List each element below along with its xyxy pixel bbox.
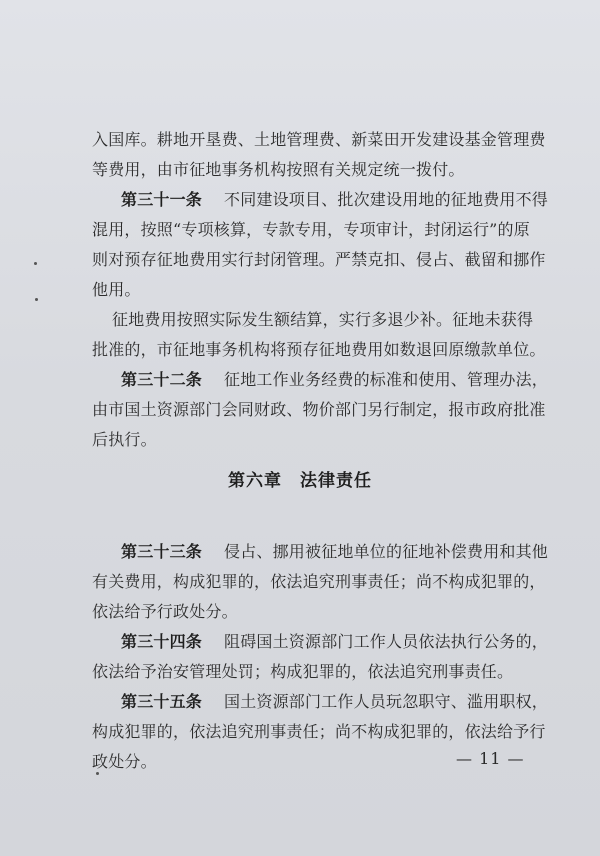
text-line: 有关费用，构成犯罪的，依法追究刑事责任；尚不构成犯罪的， bbox=[92, 572, 546, 591]
article-heading: 第三十三条 bbox=[121, 542, 203, 561]
text-line: 国土资源部门工作人员玩忽职守、滥用职权， bbox=[224, 692, 549, 711]
scan-speck bbox=[96, 772, 99, 775]
text-line: 入国库。耕地开垦费、土地管理费、新菜田开发建设基金管理费 bbox=[92, 130, 546, 149]
text-line: 不同建设项目、批次建设用地的征地费用不得 bbox=[224, 190, 549, 209]
text-line: 混用，按照“专项核算，专款专用，专项审计，封闭运行”的原 bbox=[92, 220, 530, 239]
article-heading: 第三十二条 bbox=[121, 370, 203, 389]
scan-speck bbox=[35, 298, 38, 301]
text-line: 侵占、挪用被征地单位的征地补偿费用和其他 bbox=[224, 542, 549, 561]
text-line: 后执行。 bbox=[92, 430, 157, 449]
text-line: 则对预存征地费用实行封闭管理。严禁克扣、侵占、截留和挪作 bbox=[92, 250, 546, 269]
text-line: 征地工作业务经费的标准和使用、管理办法， bbox=[224, 370, 549, 389]
text-line: 依法给予行政处分。 bbox=[92, 602, 238, 621]
chapter-heading: 第六章 法律责任 bbox=[228, 471, 372, 491]
article-heading: 第三十一条 bbox=[121, 190, 203, 209]
text-line: 构成犯罪的，依法追究刑事责任；尚不构成犯罪的，依法给予行 bbox=[92, 722, 546, 741]
text-line: 他用。 bbox=[92, 280, 141, 299]
text-line: 依法给予治安管理处罚；构成犯罪的，依法追究刑事责任。 bbox=[92, 662, 514, 681]
text-line: 阻碍国土资源部门工作人员依法执行公务的， bbox=[224, 632, 549, 651]
text-line: 等费用，由市征地事务机构按照有关规定统一拨付。 bbox=[92, 160, 465, 179]
text-line: 政处分。 bbox=[92, 752, 157, 771]
text-line: 由市国土资源部门会同财政、物价部门另行制定，报市政府批准 bbox=[92, 400, 546, 419]
page-number: — 11 — bbox=[456, 749, 525, 768]
article-heading: 第三十四条 bbox=[121, 632, 203, 651]
text-line: 批准的，市征地事务机构将预存征地费用如数退回原缴款单位。 bbox=[92, 340, 546, 359]
text-line: 征地费用按照实际发生额结算，实行多退少补。征地未获得 bbox=[112, 310, 534, 329]
scan-speck bbox=[34, 262, 37, 265]
article-heading: 第三十五条 bbox=[121, 692, 203, 711]
